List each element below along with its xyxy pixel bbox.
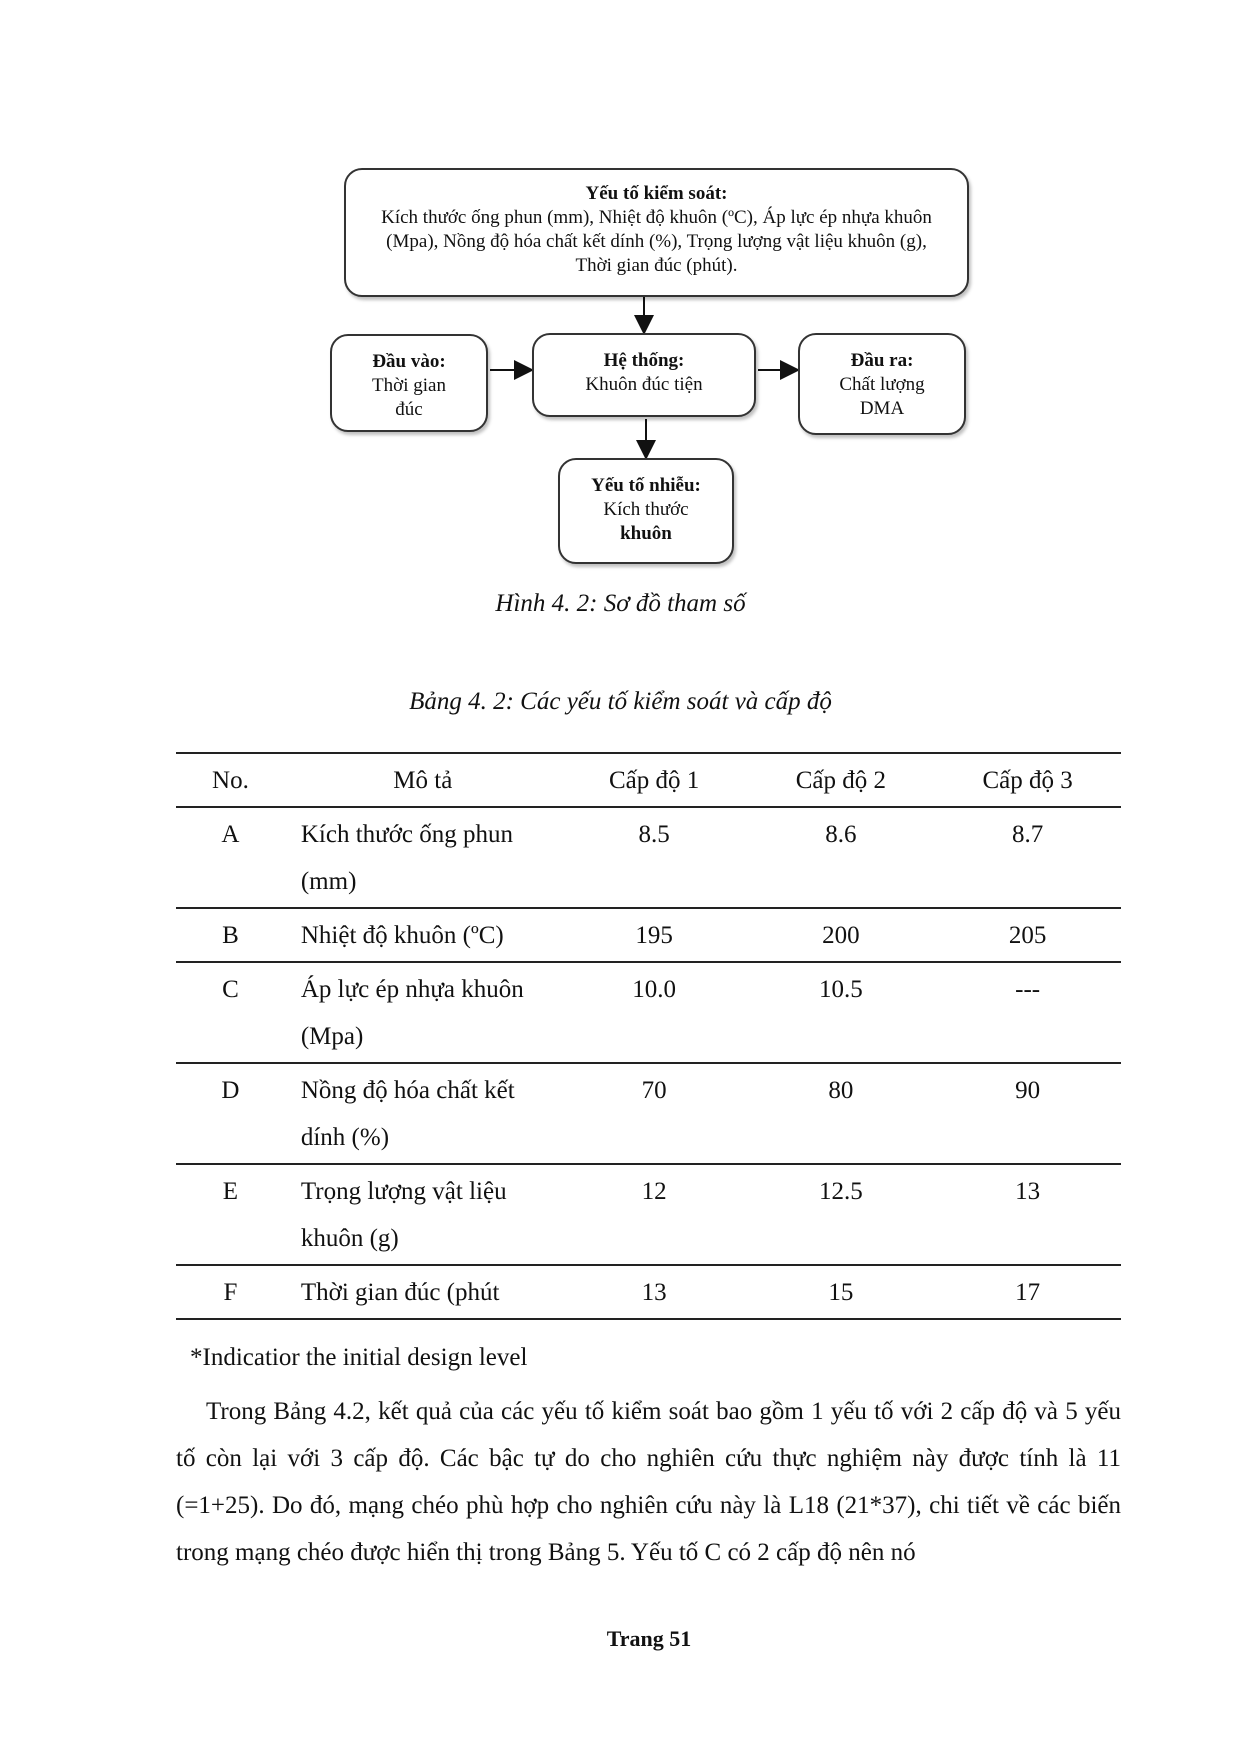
cell-level-1: 8.5 [561,807,748,908]
cell-level-2: 80 [748,1063,935,1164]
cell-description: Thời gian đúc (phút [285,1265,561,1319]
output-line-1: Chất lượng [839,374,925,395]
cell-description: Trọng lượng vật liệu khuôn (g) [285,1164,561,1265]
cell-level-1: 13 [561,1265,748,1319]
noise-title: Yếu tố nhiễu: [591,475,701,496]
figure-caption: Hình 4. 2: Sơ đồ tham số [495,590,746,617]
table-row [176,962,1121,1063]
control-factors-title: Yếu tố kiểm soát: [585,183,728,204]
parameter-diagram [0,0,1241,580]
table-caption: Bảng 4. 2: Các yếu tố kiểm soát và cấp độ [409,688,832,715]
output-box [798,333,966,435]
input-line-2: đúc [395,399,423,420]
system-title: Hệ thống: [603,350,685,371]
header-no: No. [176,753,285,807]
cell-no: C [176,962,285,1063]
table-row [176,1265,1121,1319]
cell-level-2: 8.6 [748,807,935,908]
cell-level-1: 70 [561,1063,748,1164]
control-factors-text: Kích thước ống phun (mm), Nhiệt độ khuôn (ºC), Áp lực ép nhựa khuôn (Mpa), Nồng độ hóa chất kết dính (%), Trọng lượng vật liệu khuôn (g), Thời gian đúc (phút). [381,207,932,276]
header-level-3: Cấp độ 3 [934,753,1121,807]
cell-description: Nồng độ hóa chất kết dính (%) [285,1063,561,1164]
system-line-1: Khuôn đúc tiện [585,374,703,395]
body-paragraph: Trong Bảng 4.2, kết quả của các yếu tố kiểm soát bao gồm 1 yếu tố với 2 cấp độ và 5 yếu tố còn lại với 3 cấp độ. Các bậc tự do cho nghiên cứu thực nghiệm này được tính là 11 (=1+25). Do đó, mạng chéo phù hợp cho nghiên cứu này là L18 (21*37), chi tiết về các biến trong mạng chéo được hiển thị trong Bảng 5. Yếu tố C có 2 cấp độ nên nó [176,1398,1121,1566]
header-level-1: Cấp độ 1 [561,753,748,807]
cell-no: F [176,1265,285,1319]
header-level-2: Cấp độ 2 [748,753,935,807]
cell-no: E [176,1164,285,1265]
cell-no: A [176,807,285,908]
header-description: Mô tả [285,753,561,807]
noise-line-1: Kích thước [603,499,689,520]
input-box [330,334,488,432]
input-title: Đầu vào: [372,351,446,372]
system-box [532,333,756,417]
cell-no: B [176,908,285,962]
cell-level-3: 8.7 [934,807,1121,908]
page-number: Trang 51 [606,1626,692,1651]
cell-level-2: 12.5 [748,1164,935,1265]
noise-line-2: khuôn [620,523,672,544]
cell-level-3: 205 [934,908,1121,962]
table-footnote: *Indicatior the initial design level [190,1344,528,1371]
cell-level-2: 200 [748,908,935,962]
table-row [176,908,1121,962]
cell-description: Kích thước ống phun (mm) [285,807,561,908]
cell-description: Áp lực ép nhựa khuôn (Mpa) [285,962,561,1063]
table-row [176,1164,1121,1265]
cell-description: Nhiệt độ khuôn (ºC) [285,908,561,962]
table-row [176,1063,1121,1164]
output-line-2: DMA [859,398,905,419]
input-line-1: Thời gian [372,375,446,396]
cell-level-3: 13 [934,1164,1121,1265]
cell-no: D [176,1063,285,1164]
control-factors-box [344,168,969,297]
noise-factors-box [558,458,734,564]
control-factors-table [176,752,1121,1320]
cell-level-3: 90 [934,1063,1121,1164]
table-header-row [176,753,1121,807]
cell-level-3: 17 [934,1265,1121,1319]
cell-level-2: 10.5 [748,962,935,1063]
cell-level-3: --- [934,962,1121,1063]
output-title: Đầu ra: [850,350,914,371]
table-row [176,807,1121,908]
cell-level-1: 10.0 [561,962,748,1063]
cell-level-1: 12 [561,1164,748,1265]
cell-level-2: 15 [748,1265,935,1319]
cell-level-1: 195 [561,908,748,962]
